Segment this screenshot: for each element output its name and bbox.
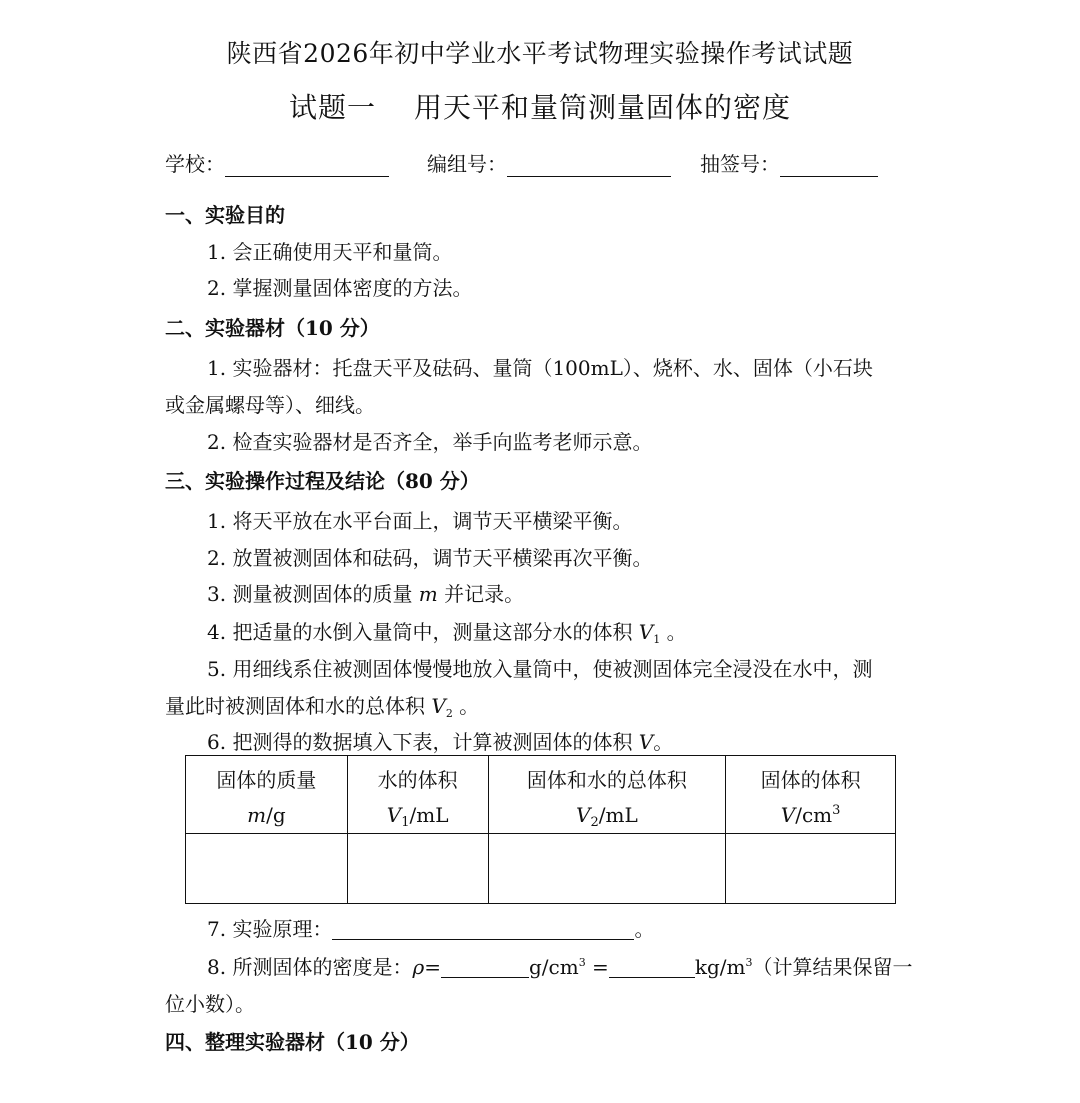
step-text: 4. 把适量的水倒入量筒中，测量这部分水的体积 <box>207 620 639 644</box>
school-label: 学校： <box>165 152 225 176</box>
header-unit <box>489 803 726 830</box>
step-text: （计算结果保留一 <box>752 955 913 979</box>
data-table <box>185 755 896 904</box>
section-heading-purpose: 一、实验目的 <box>165 203 285 227</box>
experiment-title <box>0 86 1080 126</box>
step-text: 。 <box>452 694 480 718</box>
section-heading-procedure: 三、实验操作过程及结论（80 分） <box>165 469 480 493</box>
exponent: 3 <box>745 956 753 969</box>
volume-input-cell[interactable] <box>726 834 896 904</box>
principle-blank[interactable] <box>332 921 634 940</box>
group-label: 编组号： <box>427 152 507 176</box>
header-var: V <box>780 803 796 827</box>
volume-symbol: V <box>638 620 654 644</box>
header-label: 固体的体积 <box>760 768 861 792</box>
step-text: 。 <box>634 917 655 941</box>
header-unit <box>186 803 347 827</box>
density-gcm3-blank[interactable] <box>441 959 529 978</box>
mass-symbol: m <box>418 582 438 606</box>
header-unit <box>348 803 488 830</box>
header-label: 水的体积 <box>377 768 458 792</box>
table-header-cell <box>347 756 488 834</box>
purpose-item: 1. 会正确使用天平和量筒。 <box>207 240 453 264</box>
mass-input-cell[interactable] <box>186 834 348 904</box>
header-unit-text: /mL <box>598 803 638 827</box>
equipment-item-line: 或金属螺母等）、细线。 <box>165 393 375 417</box>
lot-blank[interactable] <box>780 158 878 177</box>
school-field <box>165 148 389 177</box>
header-label: 固体和水的总体积 <box>526 768 687 792</box>
section-heading-cleanup: 四、整理实验器材（10 分） <box>165 1030 420 1054</box>
page-title: 陕西省2026年初中学业水平考试物理实验操作考试试题 <box>226 39 854 68</box>
v2-input-cell[interactable] <box>488 834 726 904</box>
table-header-row <box>186 756 896 834</box>
group-blank[interactable] <box>507 158 671 177</box>
step-text: 7. 实验原理： <box>207 917 333 941</box>
density-kgm3-blank[interactable] <box>609 959 695 978</box>
group-field <box>427 148 671 177</box>
step-text: = <box>424 955 441 979</box>
table-header-cell <box>488 756 726 834</box>
experiment-number: 试题一 <box>288 91 376 124</box>
step-text: 。 <box>653 730 674 754</box>
step-text: 8. 所测固体的密度是： <box>207 955 413 979</box>
section-heading-equipment: 二、实验器材（10 分） <box>165 316 380 340</box>
header-unit-text: /g <box>266 803 286 827</box>
procedure-step <box>207 616 687 646</box>
table-row <box>186 834 896 904</box>
step-text: 6. 把测得的数据填入下表，计算被测固体的体积 <box>207 730 639 754</box>
subscript: 2 <box>445 707 453 720</box>
experiment-name: 用天平和量筒测量固体的密度 <box>414 91 792 124</box>
procedure-step-line: 位小数）。 <box>165 992 255 1016</box>
header-var: V <box>386 803 402 827</box>
volume-symbol: V <box>431 694 446 718</box>
purpose-item: 2. 掌握测量固体密度的方法。 <box>207 276 473 300</box>
header-var: V <box>576 803 591 827</box>
header-sup: 3 <box>832 803 841 818</box>
header-var: m <box>247 803 267 827</box>
unit-text: kg/m <box>694 955 746 979</box>
subscript: 1 <box>653 633 661 646</box>
table-header-cell <box>726 756 896 834</box>
unit-text: g/cm <box>528 955 579 979</box>
header-sub: 1 <box>401 815 410 830</box>
table-header-cell <box>186 756 348 834</box>
exponent: 3 <box>578 956 586 969</box>
step-text: 量此时被测固体和水的总体积 <box>165 694 432 718</box>
procedure-step <box>207 726 673 755</box>
procedure-step <box>207 951 912 980</box>
volume-symbol: V <box>638 730 654 754</box>
header-sub: 2 <box>590 815 599 830</box>
header-label: 固体的质量 <box>216 768 317 792</box>
procedure-step: 2. 放置被测固体和砝码，调节天平横梁再次平衡。 <box>207 546 653 570</box>
procedure-step-line: 5. 用细线系住被测固体慢慢地放入量筒中，使被测固体完全浸没在水中，测 <box>207 657 873 681</box>
procedure-step <box>207 913 654 942</box>
step-text: = <box>585 955 609 979</box>
procedure-step-line <box>165 690 479 720</box>
equipment-check-item: 2. 检查实验器材是否齐全，举手向监考老师示意。 <box>207 430 653 454</box>
density-symbol: ρ <box>412 955 425 979</box>
school-blank[interactable] <box>225 158 389 177</box>
step-text: 3. 测量被测固体的质量 <box>207 582 419 606</box>
step-text: 。 <box>660 620 687 644</box>
header-unit-text: /mL <box>409 803 449 827</box>
header-unit <box>726 803 895 827</box>
v1-input-cell[interactable] <box>347 834 488 904</box>
equipment-item-line: 1. 实验器材：托盘天平及砝码、量筒（100mL）、烧杯、水、固体（小石块 <box>207 356 873 380</box>
procedure-step <box>207 578 524 607</box>
lot-field <box>700 148 878 177</box>
header-unit-text: /cm <box>795 803 833 827</box>
procedure-step: 1. 将天平放在水平台面上，调节天平横梁平衡。 <box>207 509 633 533</box>
lot-label: 抽签号： <box>700 152 780 176</box>
step-text: 并记录。 <box>437 582 525 606</box>
